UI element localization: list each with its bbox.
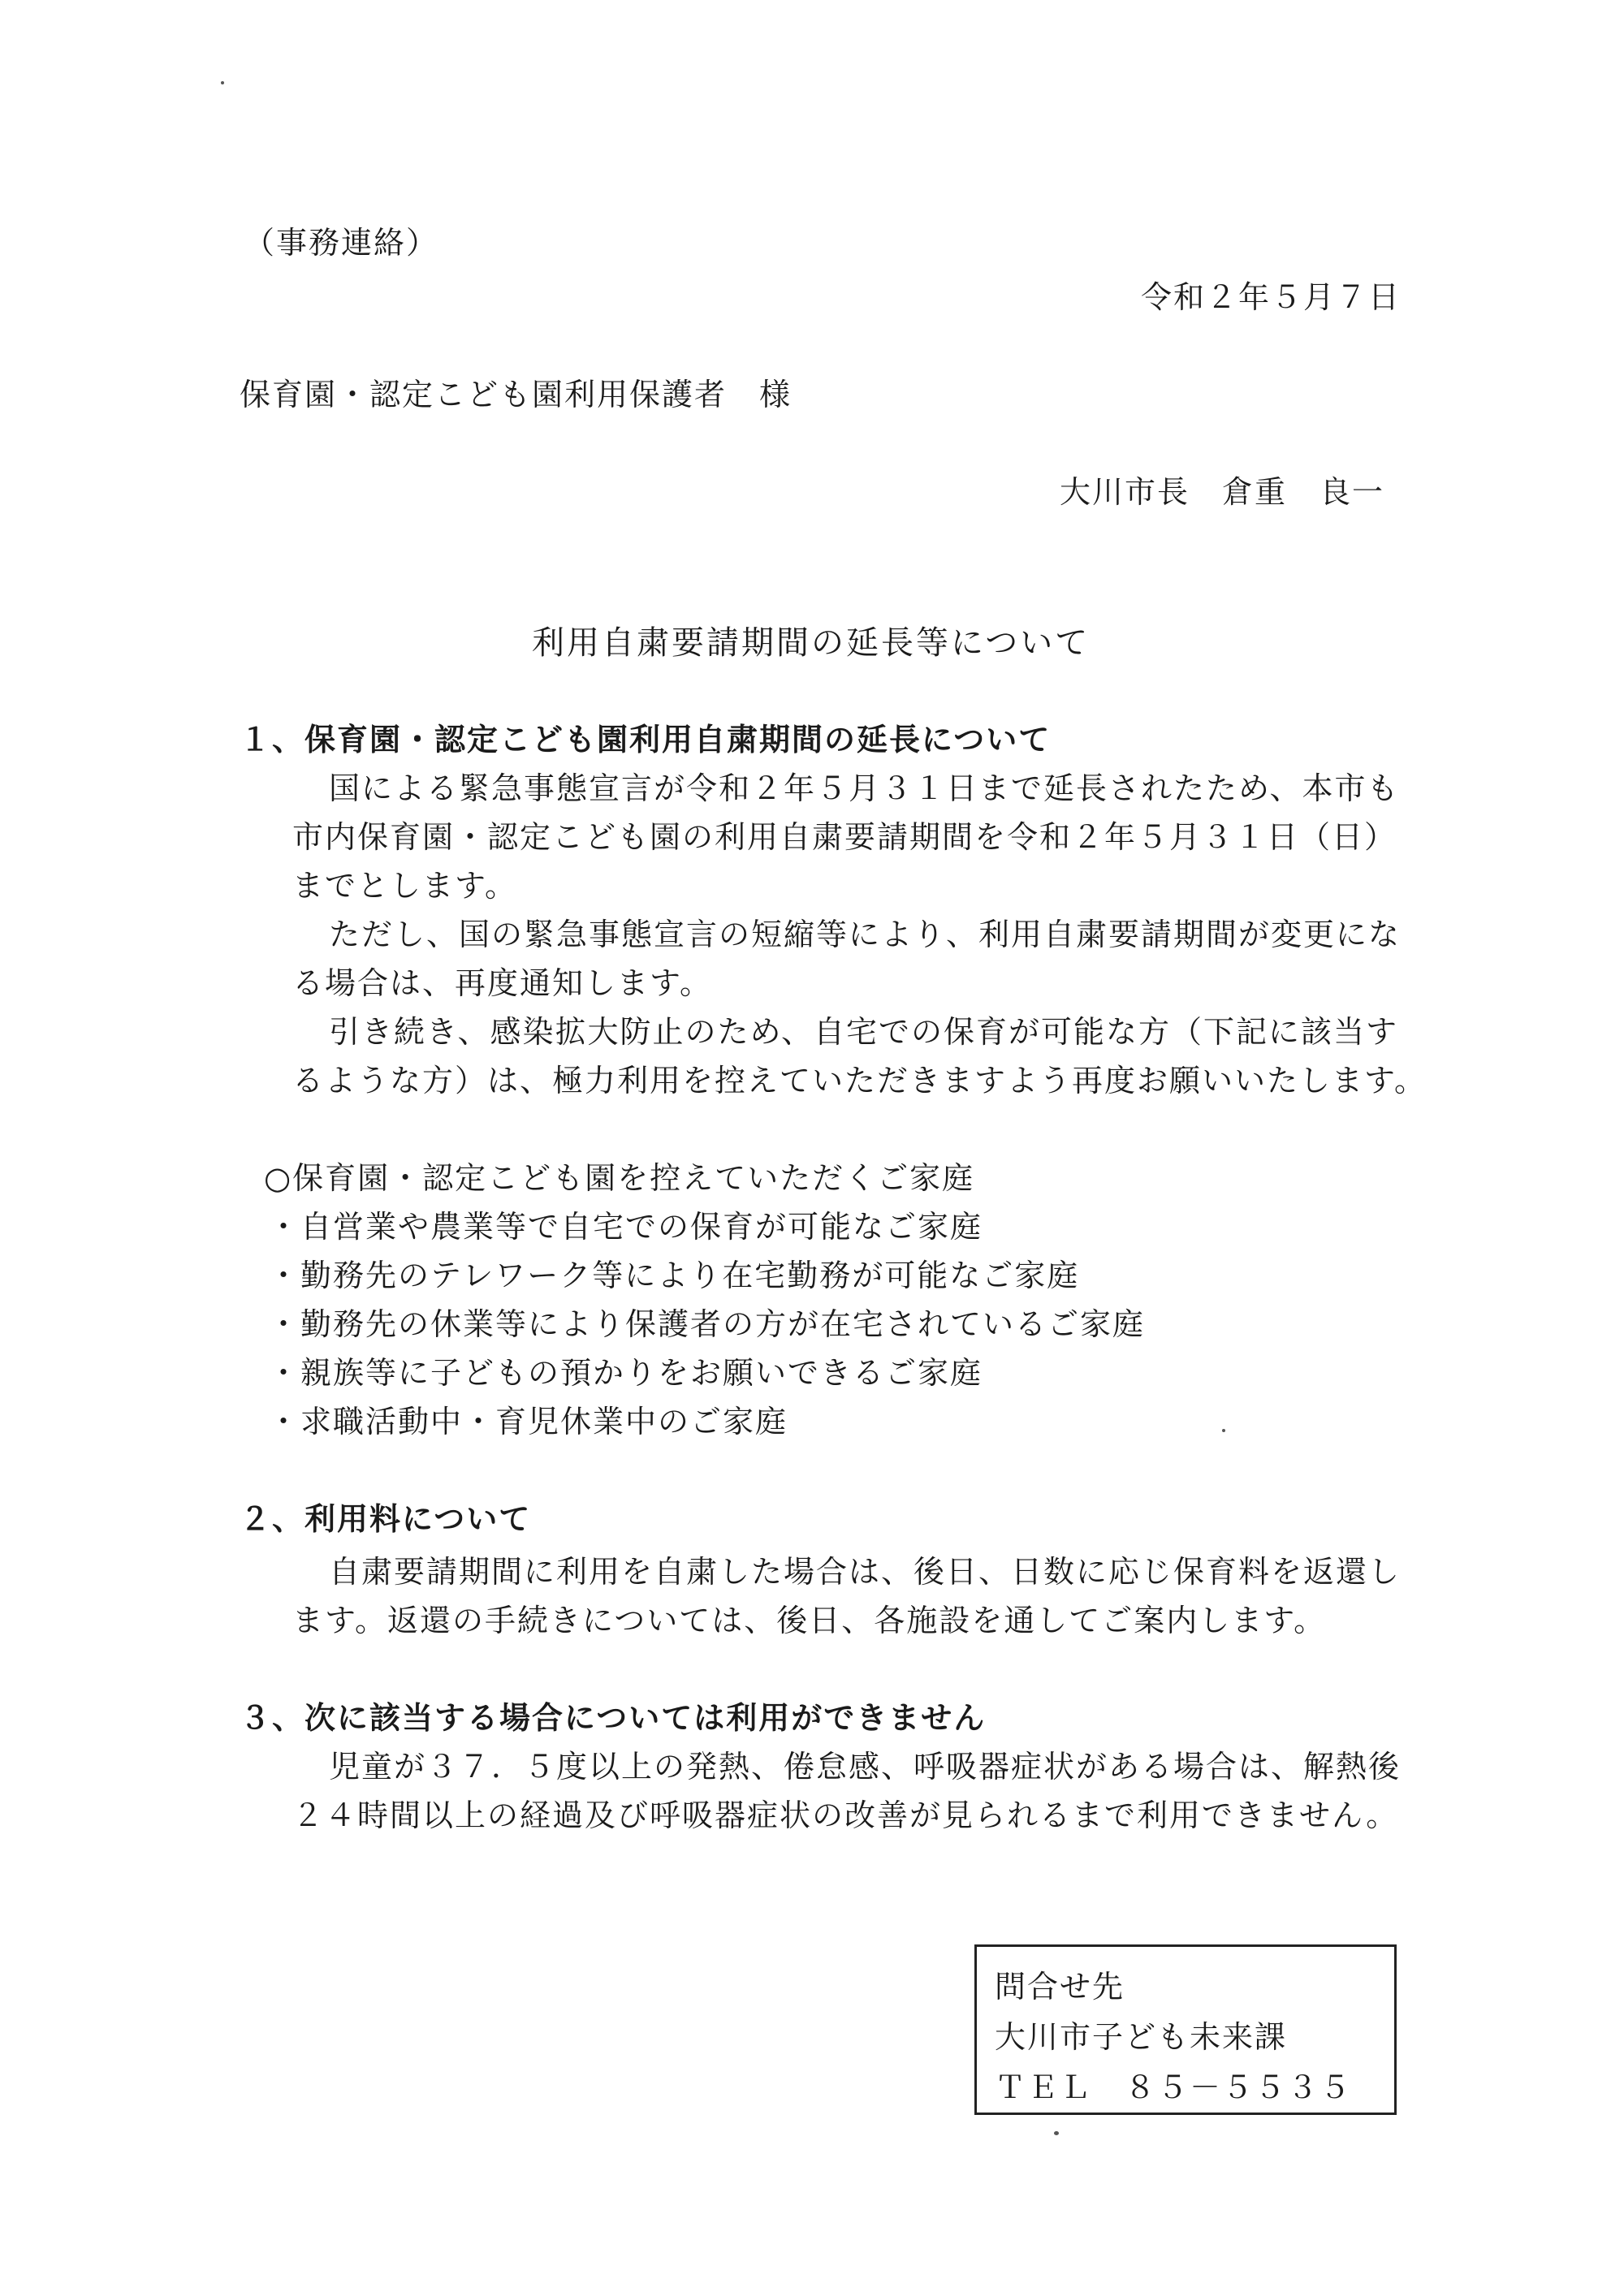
section3-heading: ３、次に該当する場合については利用ができません — [240, 1700, 987, 1736]
section1-line: ただし、国の緊急事態宣言の短縮等により、利用自粛要請期間が変更にな — [329, 917, 1402, 952]
sender: 大川市長 倉重 良一 — [1060, 474, 1385, 510]
section1-line: までとします。 — [292, 868, 517, 904]
list-item: ・勤務先のテレワーク等により在宅勤務が可能なご家庭 — [268, 1258, 1080, 1293]
scan-speck — [221, 81, 224, 84]
section3-line: 児童が３７．５度以上の発熱、倦怠感、呼吸器症状がある場合は、解熱後 — [329, 1749, 1402, 1785]
contact-label: 問合せ先 — [995, 1969, 1125, 2005]
contact-department: 大川市子ども未来課 — [995, 2019, 1288, 2055]
section1-heading: １、保育園・認定こども園利用自粛期間の延長について — [240, 722, 1052, 757]
addressee: 保育園・認定こども園利用保護者 様 — [240, 377, 793, 412]
notice-type: （事務連絡） — [244, 225, 439, 261]
scan-speck — [1054, 2131, 1059, 2135]
section1-line: 市内保育園・認定こども園の利用自粛要請期間を令和２年５月３１日（日） — [292, 819, 1397, 855]
section2-heading: ２、利用料について — [240, 1501, 532, 1537]
section1-line: 引き続き、感染拡大防止のため、自宅での保育が可能な方（下記に該当す — [329, 1014, 1398, 1050]
list-item: ・親族等に子どもの預かりをお願いできるご家庭 — [268, 1355, 983, 1391]
section3-line: ２４時間以上の経過及び呼吸器症状の改善が見られるまで利用できません。 — [292, 1798, 1399, 1833]
section2-line: 自粛要請期間に利用を自粛した場合は、後日、日数に応じ保育料を返還し — [329, 1554, 1402, 1590]
list-item: ・自営業や農業等で自宅での保育が可能なご家庭 — [268, 1209, 983, 1245]
list-item: ・勤務先の休業等により保護者の方が在宅されているご家庭 — [268, 1306, 1146, 1342]
contact-tel: ＴＥＬ ８５－５５３５ — [995, 2069, 1353, 2105]
scan-speck — [1222, 1429, 1225, 1432]
section1-line: 国による緊急事態宣言が令和２年５月３１日まで延長されたため、本市も — [329, 770, 1400, 806]
document-title: 利用自粛要請期間の延長等について — [532, 624, 1091, 662]
list-item: ・求職活動中・育児休業中のご家庭 — [268, 1404, 788, 1439]
contact-box — [974, 1944, 1397, 2115]
section1-line: る場合は、再度通知します。 — [292, 965, 712, 1001]
section2-line: ます。返還の手続きについては、後日、各施設を通してご案内します。 — [292, 1603, 1327, 1638]
document-date: 令和２年５月７日 — [1141, 279, 1402, 315]
list-heading: ○保育園・認定こども園を控えていただくご家庭 — [264, 1160, 975, 1196]
section1-line: るような方）は、極力利用を控えていただきますよう再度お願いいたします。 — [292, 1063, 1427, 1098]
